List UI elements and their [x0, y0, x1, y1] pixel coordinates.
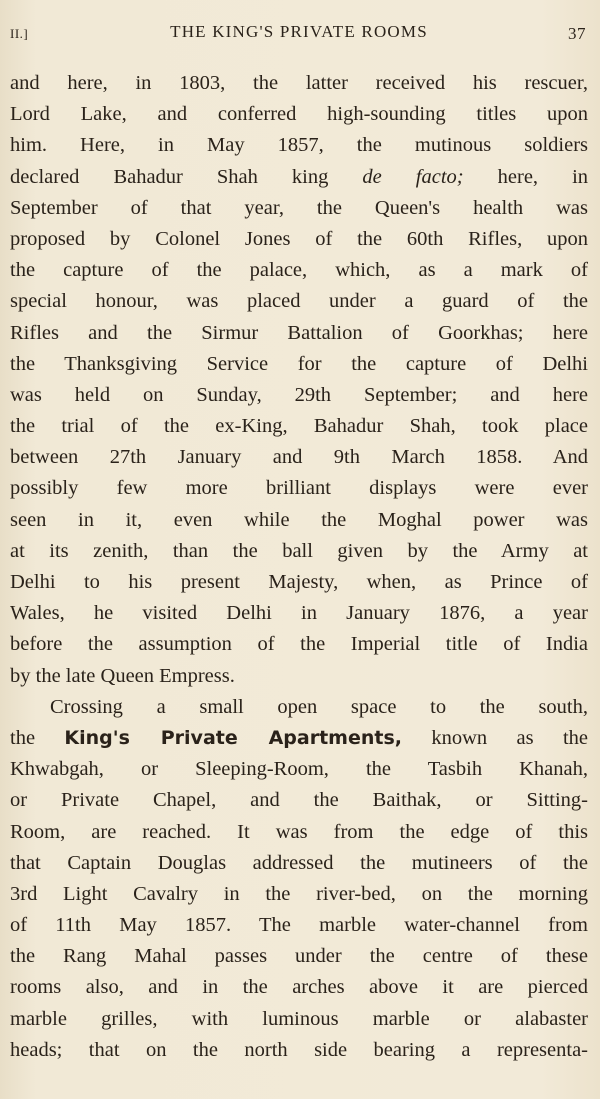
text-line: Wales, he visited Delhi in January 1876, a year: [10, 602, 588, 625]
running-head: [10, 22, 588, 46]
text-line: possibly few more brilliant displays were ever: [10, 477, 588, 500]
text-line: that Captain Douglas addressed the mutineers of the: [10, 851, 588, 874]
text-line: Lord Lake, and conferred high-sounding titles upon: [10, 103, 588, 126]
text-line: by the late Queen Empress.: [10, 664, 235, 687]
text-segment: declared Bahadur Shah king: [10, 165, 329, 188]
text-line: proposed by Colonel Jones of the 60th Rifles, upon: [10, 227, 588, 250]
text-line: was held on Sunday, 29th September; and here: [10, 383, 588, 406]
text-line: before the assumption of the Imperial title of India: [10, 633, 588, 656]
text-line-with-emphasis: [10, 723, 588, 754]
text-line: at its zenith, than the ball given by the Army at: [10, 539, 588, 562]
text-line: Crossing a small open space to the south,: [50, 695, 588, 718]
text-line: marble grilles, with luminous marble or alabaster: [10, 1007, 588, 1030]
text-line: Rifles and the Sirmur Battalion of Goorkhas; here: [10, 321, 588, 344]
emphasized-heading: King's Private Apartments,: [64, 726, 402, 749]
text-segment: here, in: [497, 165, 589, 188]
text-line: the capture of the palace, which, as a mark of: [10, 259, 588, 282]
chapter-number: II.]: [10, 26, 29, 41]
text-line: between 27th January and 9th March 1858. And: [10, 446, 588, 469]
text-line: of 11th May 1857. The marble water-channel from: [10, 914, 588, 937]
text-line-with-italic: [10, 162, 588, 193]
italic-phrase: de facto;: [362, 165, 464, 188]
running-title: THE KING'S PRIVATE ROOMS: [170, 22, 428, 41]
text-line: Delhi to his present Majesty, when, as Prince of: [10, 571, 588, 593]
text-line: seen in it, even while the Moghal power was: [10, 508, 588, 531]
text-line: the trial of the ex-King, Bahadur Shah, took place: [10, 415, 588, 438]
text-line: Khwabgah, or Sleeping-Room, the Tasbih Khanah,: [10, 758, 588, 781]
text-line: rooms also, and in the arches above it are pierced: [10, 976, 588, 999]
text-line: heads; that on the north side bearing a representa-: [10, 1038, 588, 1061]
page-number: 37: [568, 24, 586, 43]
text-line: Room, are reached. It was from the edge of this: [10, 820, 588, 843]
text-line: the Thanksgiving Service for the capture of Delhi: [10, 352, 588, 375]
text-segment: known as the: [431, 726, 588, 749]
text-line: and here, in 1803, the latter received his rescuer,: [10, 72, 588, 94]
text-line: him. Here, in May 1857, the mutinous soldiers: [10, 134, 588, 157]
text-line: 3rd Light Cavalry in the river-bed, on the morning: [10, 882, 588, 905]
text-line: the Rang Mahal passes under the centre of these: [10, 945, 588, 968]
text-line: September of that year, the Queen's health was: [10, 196, 588, 219]
text-segment: the: [10, 726, 36, 749]
text-line: special honour, was placed under a guard of the: [10, 290, 588, 313]
text-line: or Private Chapel, and the Baithak, or Sitting-: [10, 789, 588, 812]
body-text: [10, 68, 588, 1066]
